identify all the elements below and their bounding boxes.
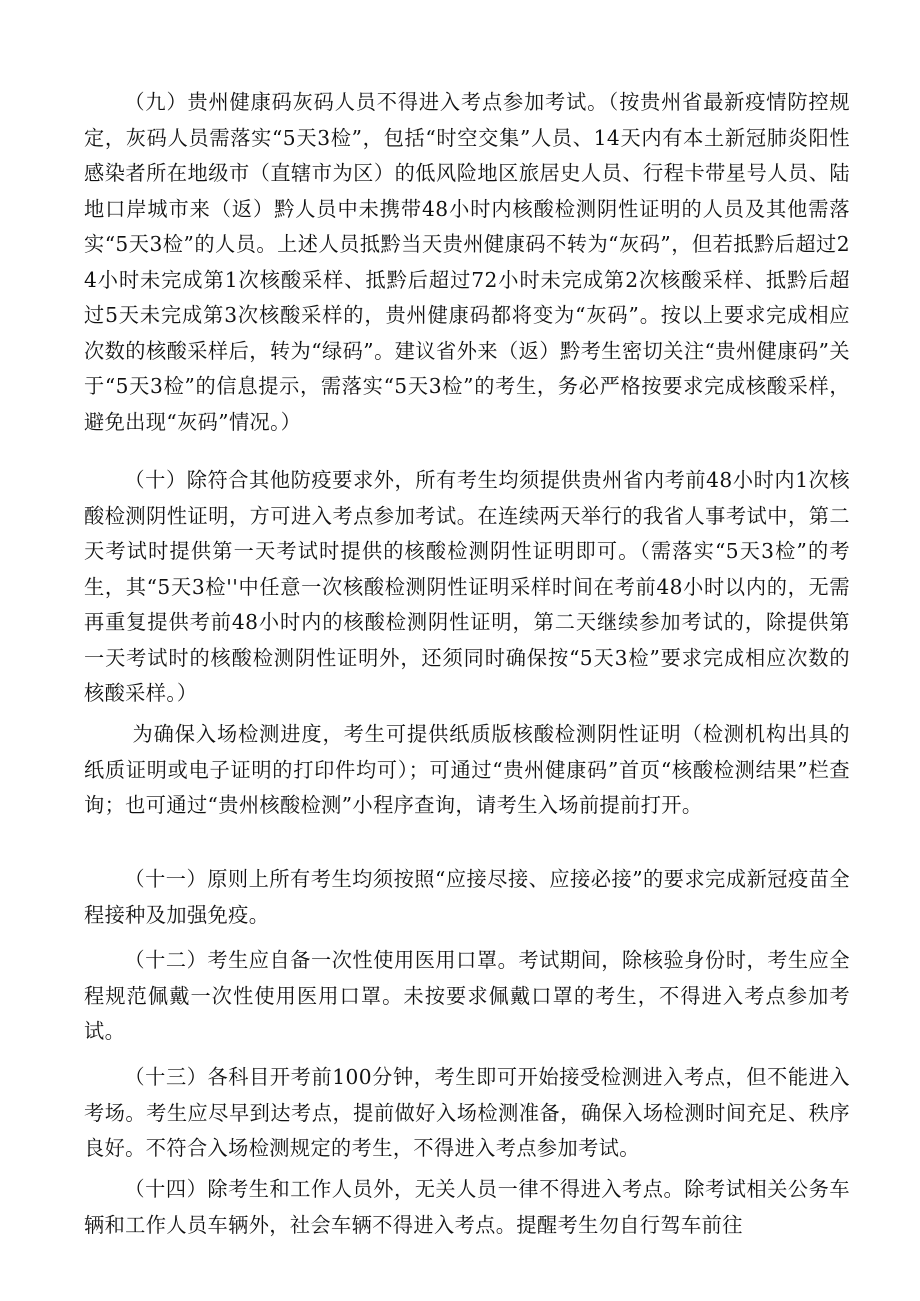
paragraph-item-14: （十四）除考生和工作人员外，无关人员一律不得进入考点。除考试相关公务车辆和工作人员车辆外，社会车辆不得进入考点。提醒考生勿自行驾车前往 [84,1177,850,1237]
paragraph-item-13: （十三）各科目开考前100分钟，考生即可开始接受检测进入考点，但不能进入考场。考生应尽早到达考点，提前做好入场检测准备，确保入场检测时间充足、秩序良好。不符合入场检测规定的考生，不得进入考点参加考试。 [84,1065,850,1160]
paragraph-item-9: （九）贵州健康码灰码人员不得进入考点参加考试。（按贵州省最新疫情防控规定，灰码人员需落实“5天3检”，包括“时空交集”人员、14天内有本土新冠肺炎阳性感染者所在地级市（直辖市为区）的低风险地区旅居史人员、行程卡带星号人员、陆地口岸城市来（返）黔人员中未携带48小时内核酸检测阴性证明的人员及其他需落实“5天3检”的人员。上述人员抵黔当天贵州健康码不转为“灰码”，但若抵黔后超过24小时未完成第1次核酸采样、抵黔后超过72小时未完成第2次核酸采样、抵黔后超过5天未完成第3次核酸采样的，贵州健康码都将变为“灰码”。按以上要求完成相应次数的核酸采样后，转为“绿码”。建议省外来（返）黔考生密切关注“贵州健康码”关于“5天3检”的信息提示，需落实“5天3检”的考生，务必严格按要求完成核酸采样，避免出现“灰码”情况。） [84,90,850,434]
paragraph-testing-note: 为确保入场检测进度，考生可提供纸质版核酸检测阴性证明（检测机构出具的纸质证明或电子证明的打印件均可）；可通过“贵州健康码”首页“核酸检测结果”栏查询；也可通过“贵州核酸检测”小程序查询，请考生入场前提前打开。 [84,722,850,817]
paragraph-item-10: （十）除符合其他防疫要求外，所有考生均须提供贵州省内考前48小时内1次核酸检测阴性证明，方可进入考点参加考试。在连续两天举行的我省人事考试中，第二天考试时提供第一天考试时提供的核酸检测阴性证明即可。（需落实“5天3检”的考生，其“5天3检''中任意一次核酸检测阴性证明采样时间在考前48小时以内的，无需再重复提供考前48小时内的核酸检测阴性证明，第二天继续参加考试的，除提供第一天考试时的核酸检测阴性证明外，还须同时确保按“5天3检”要求完成相应次数的核酸采样。） [84,468,850,705]
paragraph-item-11: （十一）原则上所有考生均须按照“应接尽接、应接必接”的要求完成新冠疫苗全程接种及加强免疫。 [84,867,850,927]
paragraph-item-12: （十二）考生应自备一次性使用医用口罩。考试期间，除核验身份时，考生应全程规范佩戴一次性使用医用口罩。未按要求佩戴口罩的考生，不得进入考点参加考试。 [84,948,850,1043]
